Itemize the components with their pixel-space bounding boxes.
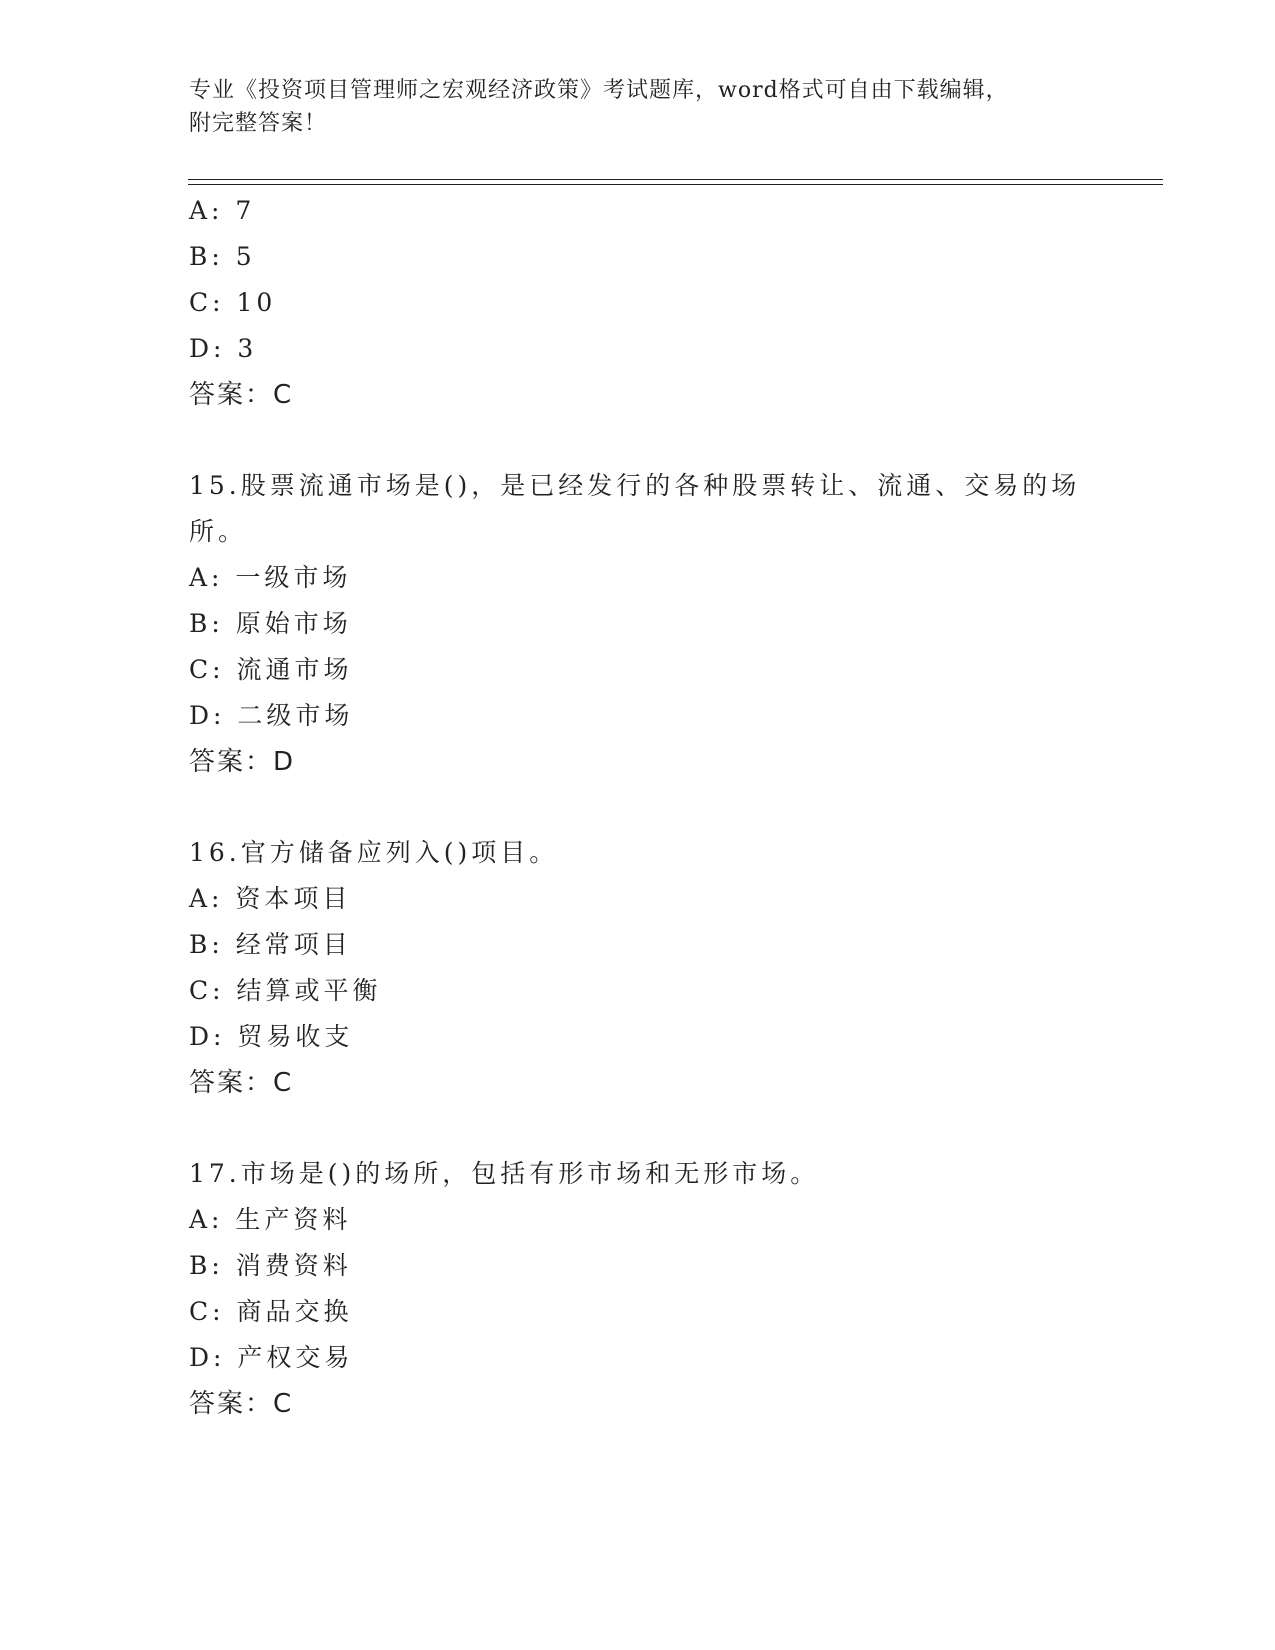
question-16 bbox=[189, 830, 1089, 1106]
question-14 bbox=[189, 188, 1089, 418]
option-c: C: 商品交换 bbox=[189, 1297, 353, 1326]
option-a: A: 资本项目 bbox=[189, 884, 352, 913]
option-b: B: 原始市场 bbox=[189, 609, 352, 638]
answer: 答案：D bbox=[189, 747, 296, 777]
question-title-line-2: 所。 bbox=[189, 517, 248, 546]
header-line-2: 附完整答案！ bbox=[189, 111, 328, 136]
question-15 bbox=[189, 463, 1089, 785]
question-list bbox=[189, 188, 1089, 1427]
answer: 答案：C bbox=[189, 1068, 294, 1098]
question-title: 17.市场是()的场所，包括有形市场和无形市场。 bbox=[189, 1159, 820, 1188]
answer: 答案：C bbox=[189, 1389, 294, 1419]
option-d: D: 二级市场 bbox=[189, 701, 354, 730]
spacer bbox=[189, 785, 1089, 830]
option-c: C: 10 bbox=[189, 288, 277, 317]
header-divider-bottom bbox=[188, 184, 1163, 185]
option-d: D: 贸易收支 bbox=[189, 1022, 354, 1051]
option-c: C: 流通市场 bbox=[189, 655, 353, 684]
option-b: B: 经常项目 bbox=[189, 930, 352, 959]
option-a: A: 生产资料 bbox=[189, 1205, 352, 1234]
option-d: D: 3 bbox=[189, 334, 258, 363]
answer: 答案：C bbox=[189, 380, 294, 410]
header-divider-top bbox=[188, 179, 1163, 180]
header-line-1: 专业《投资项目管理师之宏观经济政策》考试题库，word格式可自由下载编辑， bbox=[189, 78, 1009, 103]
option-a: A: 7 bbox=[189, 196, 256, 225]
spacer bbox=[189, 418, 1089, 463]
option-b: B: 5 bbox=[189, 242, 256, 271]
spacer bbox=[189, 1106, 1089, 1151]
document-header bbox=[189, 74, 1089, 140]
question-17 bbox=[189, 1151, 1089, 1427]
option-a: A: 一级市场 bbox=[189, 563, 352, 592]
question-title-line-1: 15.股票流通市场是()，是已经发行的各种股票转让、流通、交易的场 bbox=[189, 471, 1081, 500]
option-d: D: 产权交易 bbox=[189, 1343, 354, 1372]
question-title: 16.官方储备应列入()项目。 bbox=[189, 838, 559, 867]
option-b: B: 消费资料 bbox=[189, 1251, 352, 1280]
option-c: C: 结算或平衡 bbox=[189, 976, 382, 1005]
